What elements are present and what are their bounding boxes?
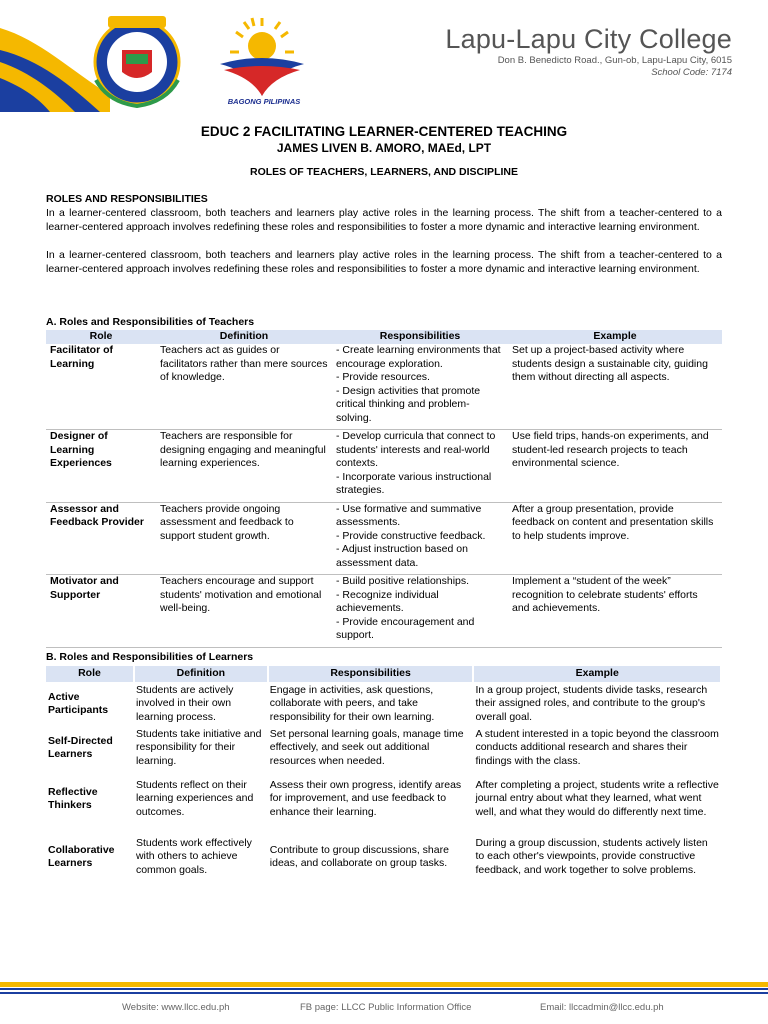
definition-cell: Students are actively involved in their own learning process. xyxy=(135,683,234,723)
responsibilities-cell: Engage in activities, ask questions, collaborate with peers, and take responsibility for their own learning. xyxy=(269,683,435,723)
role-cell: Collaborative Learners xyxy=(48,843,115,869)
responsibilities-cell: Set personal learning goals, manage time effectively, and seek out additional resources when needed. xyxy=(269,727,464,767)
responsibilities-cell: Assess their own progress, identify areas for improvement, and use feedback to enhance their learning. xyxy=(269,778,462,818)
col-header-role: Role xyxy=(46,666,134,682)
table-a-title: A. Roles and Responsibilities of Teachers xyxy=(46,316,255,328)
responsibilities-cell xyxy=(332,344,508,430)
bagong-pilipinas-logo xyxy=(212,12,312,98)
col-header-example: Example xyxy=(508,330,722,344)
table-row xyxy=(46,344,722,430)
responsibility-item: - Design activities that promote critical thinking and problem-solving. xyxy=(336,384,481,424)
footer-website-link[interactable]: Website: www.llcc.edu.ph xyxy=(122,1002,230,1013)
role-cell: Reflective Thinkers xyxy=(48,785,98,811)
definition-cell: Teachers act as guides or facilitators rather than mere sources of knowledge. xyxy=(156,344,332,430)
learners-table xyxy=(46,666,722,886)
col-header-definition: Definition xyxy=(156,330,332,344)
role-cell: Designer of Learning Experiences xyxy=(46,430,156,503)
topic-title: ROLES OF TEACHERS, LEARNERS, AND DISCIPLINE xyxy=(250,166,518,178)
responsibilities-cell: Contribute to group discussions, share ideas, and collaborate on group tasks. xyxy=(269,843,449,869)
table-row xyxy=(46,770,721,828)
definition-cell: Students reflect on their learning experiences and outcomes. xyxy=(135,778,254,818)
responsibility-item: - Create learning environments that encourage exploration. xyxy=(336,344,501,370)
definition-cell: Teachers are responsible for designing engaging and meaningful learning experiences. xyxy=(156,430,332,503)
example-cell: After completing a project, students write a reflective journal entry about what they learned, what went well, and what they would do differently next time. xyxy=(475,778,719,818)
role-cell: Self-Directed Learners xyxy=(48,734,113,760)
role-cell: Motivator and Supporter xyxy=(46,575,156,648)
college-info xyxy=(445,24,732,79)
table-row xyxy=(46,726,721,770)
col-header-example: Example xyxy=(473,666,721,682)
example-cell: A student interested in a topic beyond the classroom conducts additional research and shares their findings with the class. xyxy=(475,727,719,767)
footer-email-link[interactable]: Email: llccadmin@llcc.edu.ph xyxy=(540,1002,664,1013)
col-header-definition: Definition xyxy=(134,666,268,682)
role-cell: Assessor and Feedback Provider xyxy=(46,502,156,575)
footer xyxy=(0,980,768,1024)
example-cell: In a group project, students divide tasks, research their assigned roles, and contribute to the group's overall goal. xyxy=(475,683,708,723)
responsibilities-cell xyxy=(332,575,508,648)
teachers-table xyxy=(46,330,722,648)
definition-cell: Students take initiative and responsibility for their learning. xyxy=(135,727,262,767)
roles-section xyxy=(46,192,722,276)
example-cell: Set up a project-based activity where students design a sustainable city, guiding them without directing all aspects. xyxy=(508,344,722,430)
paragraph-1: In a learner-centered classroom, both teachers and learners play active roles in the learning process. The shift from a teacher-centered to a learner-centered approach involves redefining these roles and responsibilities to foster a more dynamic and interactive learning environment. xyxy=(46,207,722,233)
table-row xyxy=(46,502,722,575)
col-header-role: Role xyxy=(46,330,156,344)
college-seal-logo xyxy=(88,10,186,108)
table-row xyxy=(46,430,722,503)
responsibility-item: - Provide resources. xyxy=(336,371,430,383)
example-cell: During a group discussion, students actively listen to each other's viewpoints, provide constructive feedback, and work together to solve problems. xyxy=(475,836,708,876)
course-title: EDUC 2 FACILITATING LEARNER-CENTERED TEACHING xyxy=(200,124,568,139)
responsibility-item: - Recognize individual achievements. xyxy=(336,588,439,614)
footer-stripes xyxy=(0,980,768,1000)
example-cell: Use field trips, hands-on experiments, and student-led research projects to teach environmental science. xyxy=(508,430,722,503)
col-header-responsibilities: Responsibilities xyxy=(268,666,474,682)
role-cell: Facilitator of Learning xyxy=(46,344,156,430)
responsibility-item: - Develop curricula that connect to students' interests and real-world contexts. xyxy=(336,430,496,469)
section-heading: ROLES AND RESPONSIBILITIES xyxy=(46,193,208,205)
table-b-title: B. Roles and Responsibilities of Learners xyxy=(46,651,254,663)
footer-fb-link[interactable]: FB page: LLCC Public Information Office xyxy=(300,1002,472,1013)
example-cell: After a group presentation, provide feedback on content and presentation skills to help students improve. xyxy=(508,502,722,575)
definition-cell: Teachers encourage and support students' motivation and emotional well-being. xyxy=(156,575,332,648)
responsibility-item: - Build positive relationships. xyxy=(336,575,470,587)
table-row xyxy=(46,575,722,648)
responsibility-item: - Incorporate various instructional strategies. xyxy=(336,470,492,496)
college-name: Lapu-Lapu City College xyxy=(445,24,732,54)
definition-cell: Students work effectively with others to achieve common goals. xyxy=(135,836,252,876)
table-row xyxy=(46,682,721,726)
role-cell: Active Participants xyxy=(48,690,109,716)
instructor-name: JAMES LIVEN B. AMORO, MAEd, LPT xyxy=(276,141,492,155)
college-address: Don B. Benedicto Road., Gun-ob, Lapu-Lapu City, 6015 xyxy=(497,55,732,66)
paragraph-2: In a learner-centered classroom, both teachers and learners play active roles in the learning process. The shift from a teacher-centered to a learner-centered approach involves redefining these roles and responsibilities to foster a more dynamic and interactive learning environment. xyxy=(46,249,722,275)
table-row xyxy=(46,828,721,886)
responsibilities-cell xyxy=(332,430,508,503)
school-code: School Code: 7174 xyxy=(651,67,732,78)
responsibilities-cell xyxy=(332,502,508,575)
definition-cell: Teachers provide ongoing assessment and feedback to support student growth. xyxy=(156,502,332,575)
responsibility-item: - Provide encouragement and support. xyxy=(336,615,475,641)
bagong-pilipinas-text: BAGONG PILIPINAS xyxy=(227,97,301,106)
responsibility-item: - Use formative and summative assessments. xyxy=(336,502,482,528)
col-header-responsibilities: Responsibilities xyxy=(332,330,508,344)
responsibility-item: - Adjust instruction based on assessment data. xyxy=(336,543,468,569)
letterhead xyxy=(0,0,768,112)
example-cell: Implement a “student of the week” recognition to celebrate students' efforts and achievements. xyxy=(508,575,722,648)
responsibility-item: - Provide constructive feedback. xyxy=(336,529,486,542)
